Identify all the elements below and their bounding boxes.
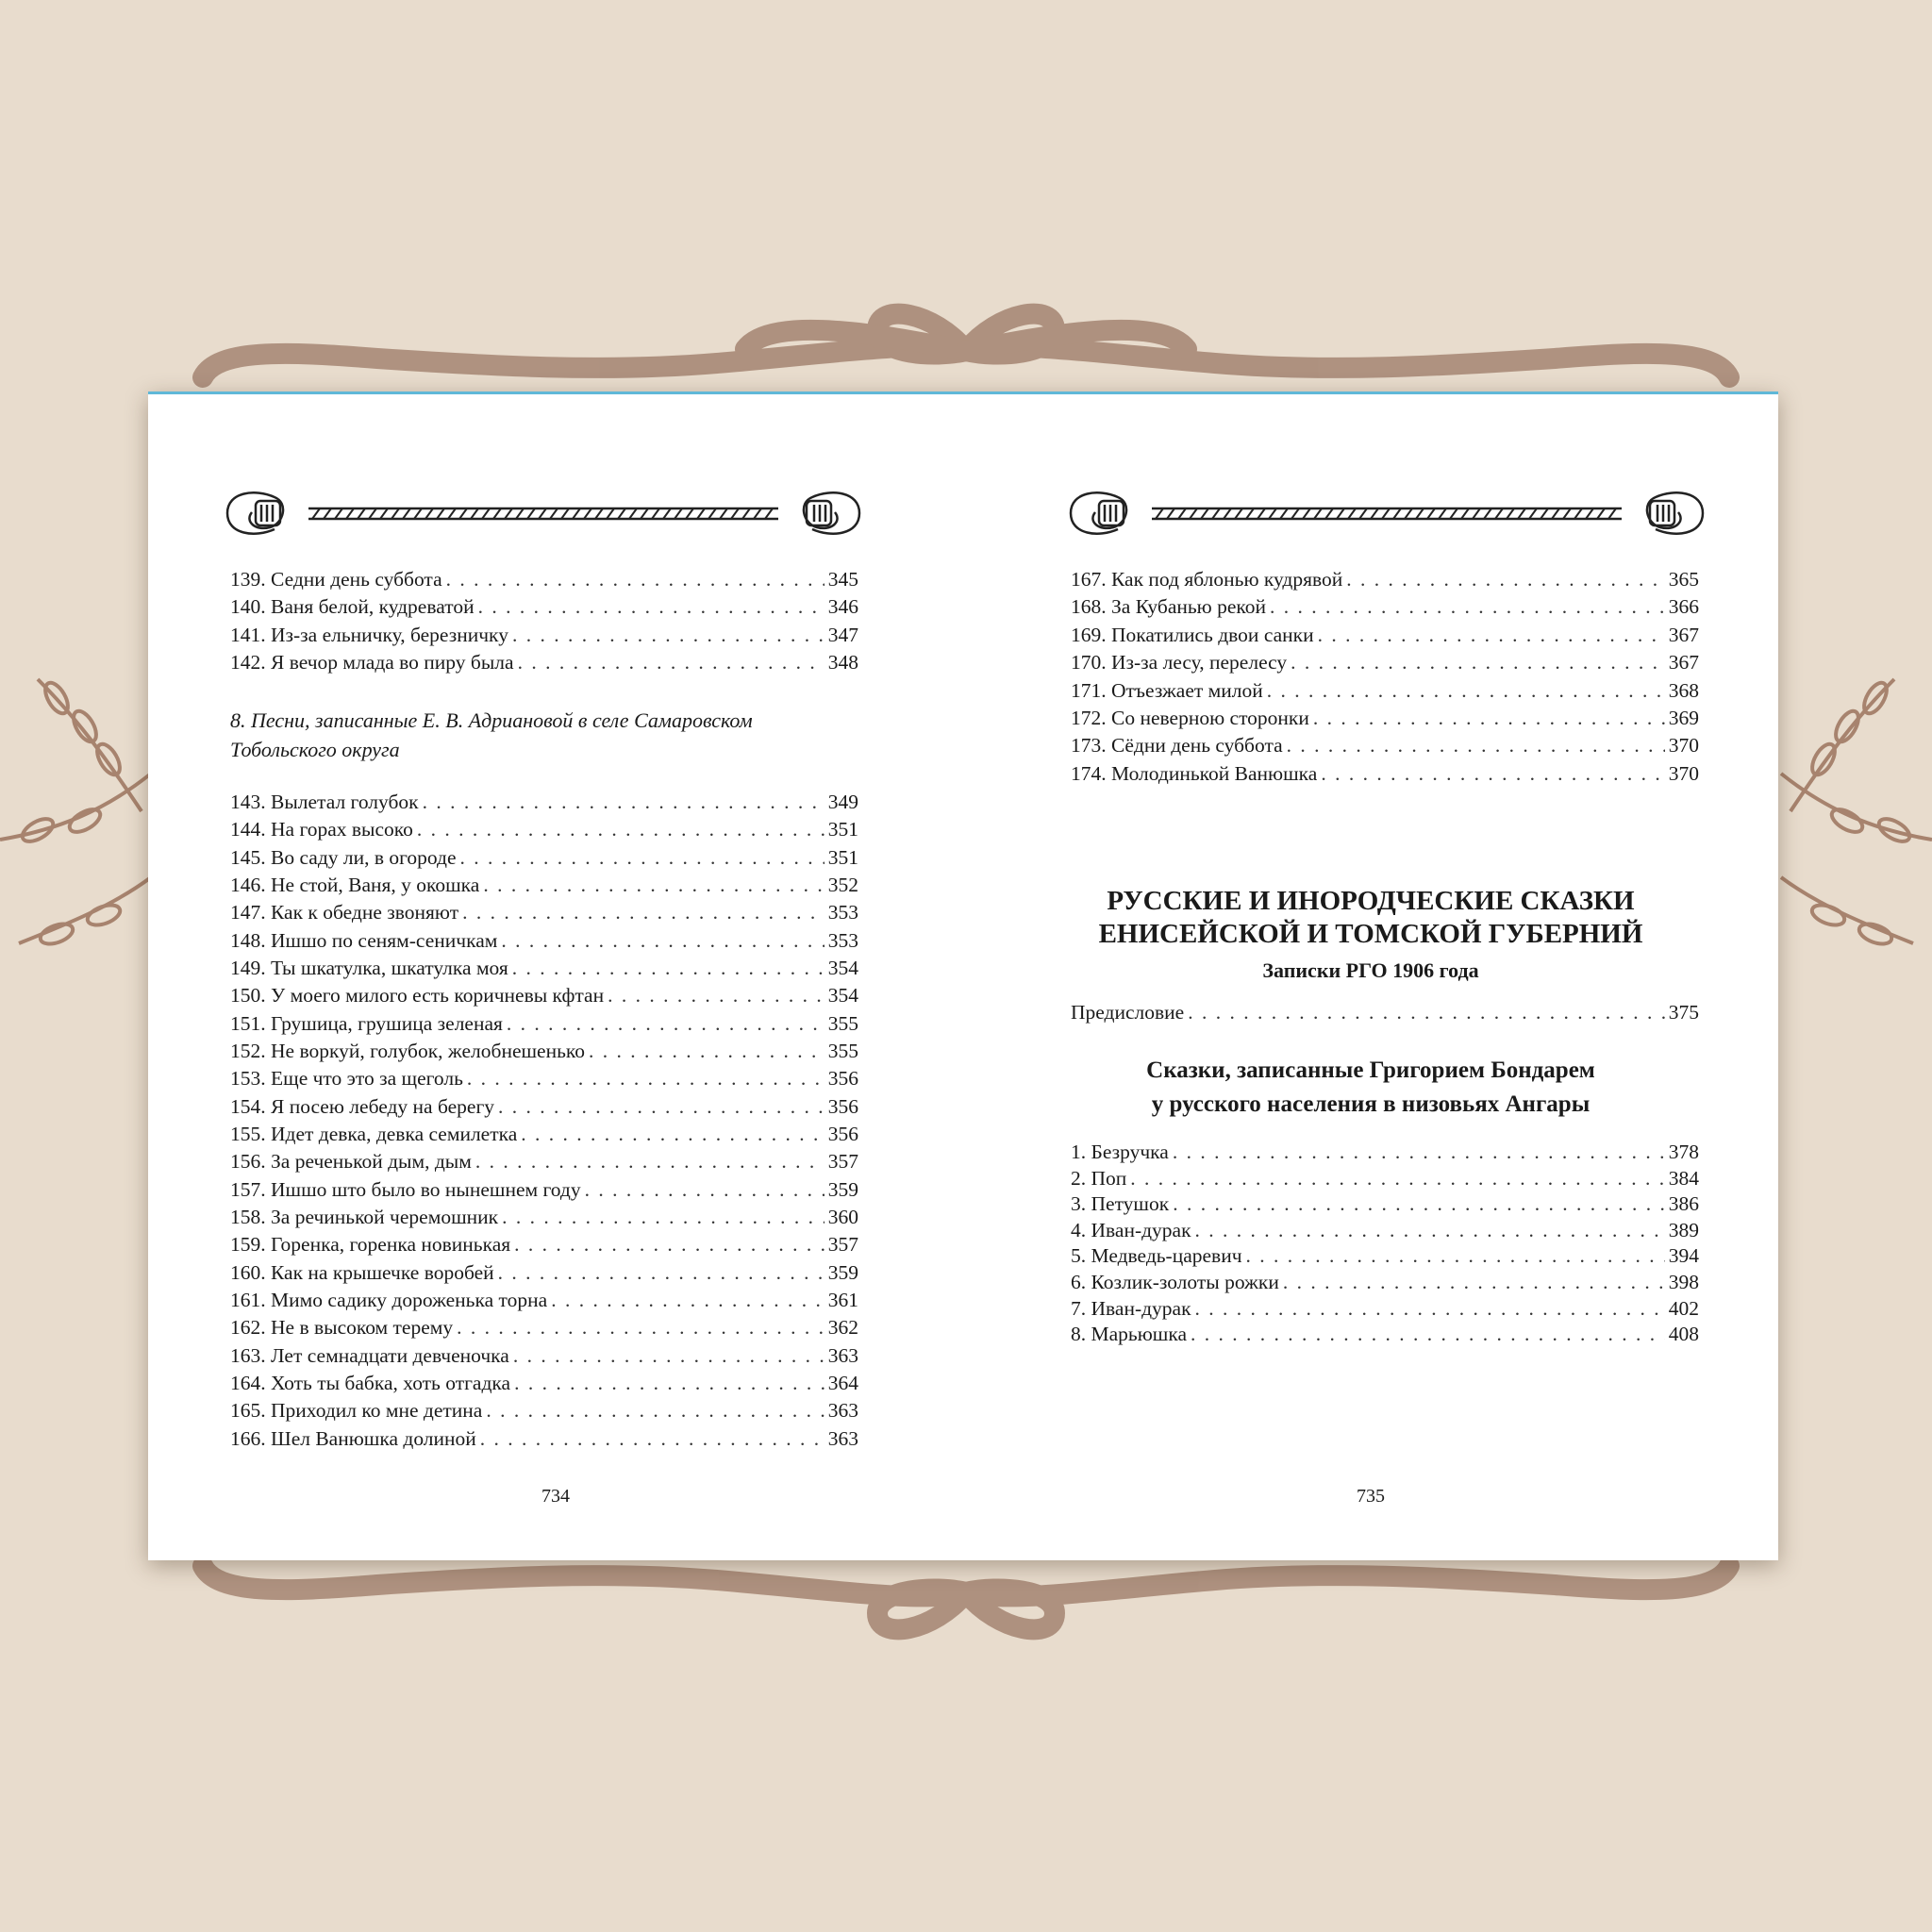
toc-entry-page: 351 (827, 845, 858, 869)
dot-leader (501, 927, 824, 955)
toc-entry[interactable] (230, 899, 858, 926)
toc-entry-page: 369 (1668, 707, 1699, 730)
willow-branch-right (1781, 679, 1932, 948)
toc-entry-title: 151. Грушица, грушица зеленая (230, 1011, 503, 1035)
dot-leader (480, 1425, 824, 1453)
book-spread (148, 391, 1778, 1560)
toc-entry[interactable] (1071, 1166, 1699, 1192)
toc-entry-title: 1. Безручка (1071, 1141, 1169, 1163)
dot-leader (589, 1038, 824, 1065)
dot-leader (507, 1010, 824, 1038)
toc-entry-page: 345 (827, 568, 858, 591)
rope-ornament-header (1061, 484, 1712, 542)
toc-entry-page: 347 (827, 623, 858, 646)
toc-entry[interactable] (230, 1065, 858, 1092)
dot-leader (1270, 593, 1665, 621)
toc-entry[interactable] (230, 1397, 858, 1424)
toc-entry-page: 352 (827, 873, 858, 896)
dot-leader (1283, 1270, 1665, 1296)
part-title-line-2: ЕНИСЕЙСКОЙ И ТОМСКОЙ ГУБЕРНИЙ (1098, 919, 1643, 949)
dot-leader (467, 1065, 824, 1092)
left-page (148, 394, 963, 1560)
toc-entry[interactable] (1071, 1191, 1699, 1218)
toc-entry[interactable] (230, 1425, 858, 1453)
subsection-title-line-1: Сказки, записанные Григорием Бондарем (1146, 1058, 1595, 1083)
toc-entry[interactable] (230, 1342, 858, 1370)
dot-leader (483, 872, 824, 899)
dot-leader (1173, 1191, 1665, 1218)
toc-entry-page: 356 (827, 1094, 858, 1118)
toc-entry-page: 362 (827, 1316, 858, 1340)
dot-leader (514, 1370, 824, 1397)
toc-entry-page: 363 (827, 1426, 858, 1450)
toc-entry-page: 375 (1668, 1001, 1699, 1024)
dot-leader (1313, 705, 1665, 732)
toc-entry-title: 140. Ваня белой, кудреватой (230, 595, 475, 619)
toc-entry[interactable] (1071, 622, 1699, 649)
toc-entry-title: 149. Ты шкатулка, шкатулка моя (230, 956, 508, 979)
dot-leader (486, 1397, 824, 1424)
toc-entry-title: 144. На горах высоко (230, 818, 413, 841)
toc-entry-page: 359 (827, 1260, 858, 1284)
toc-entry-page: 394 (1668, 1244, 1699, 1268)
toc-entry-title: 163. Лет семнадцати девченочка (230, 1343, 509, 1367)
toc-entry[interactable] (1071, 760, 1699, 788)
dot-leader (1246, 1243, 1665, 1270)
toc-entry-preface[interactable] (1071, 998, 1699, 1026)
toc-entry-page: 389 (1668, 1218, 1699, 1241)
toc-entry-title: 8. Марьюшка (1071, 1323, 1187, 1346)
toc-entry-title: 141. Из-за ельничку, березничку (230, 623, 508, 646)
toc-entry[interactable] (1071, 566, 1699, 593)
dot-leader (1195, 1296, 1665, 1323)
toc-entry[interactable] (230, 872, 858, 899)
dot-leader (1291, 649, 1665, 676)
toc-entry-page: 367 (1668, 623, 1699, 646)
ribbon-top-ornament (203, 314, 1729, 377)
dot-leader (1321, 760, 1664, 788)
toc-entry-title: 4. Иван-дурак (1071, 1218, 1191, 1241)
toc-entry-page: 364 (827, 1371, 858, 1394)
dot-leader (585, 1176, 824, 1204)
dot-leader (502, 1204, 824, 1231)
toc-entry-page: 386 (1668, 1192, 1699, 1216)
toc-entry-title: 139. Седни день суббота (230, 568, 442, 591)
dot-leader (1191, 1322, 1665, 1348)
dot-leader (446, 566, 824, 593)
toc-entry-title: 161. Мимо садику дороженька торна (230, 1288, 548, 1311)
toc-entry[interactable] (230, 593, 858, 621)
toc-entry[interactable] (230, 1314, 858, 1341)
toc-entry[interactable] (1071, 705, 1699, 732)
toc-entry-title: 170. Из-за лесу, перелесу (1071, 651, 1288, 675)
toc-entry-title: 166. Шел Ванюшка долиной (230, 1426, 476, 1450)
dot-leader (551, 1287, 824, 1314)
part-subtitle: Записки РГО 1906 года (1262, 958, 1479, 982)
toc-entry[interactable] (230, 1093, 858, 1121)
toc-entry-page: 355 (827, 1011, 858, 1035)
dot-leader (512, 622, 824, 649)
toc-entry-page: 355 (827, 1039, 858, 1062)
toc-entry[interactable] (1071, 1243, 1699, 1270)
toc-entry-title: 152. Не воркуй, голубок, желобнешенько (230, 1039, 586, 1062)
toc-entry[interactable] (230, 1287, 858, 1314)
page-number: 735 (1357, 1486, 1385, 1507)
toc-entry-page: 361 (827, 1288, 858, 1311)
dot-leader (521, 1121, 824, 1148)
toc-entry-page: 398 (1668, 1270, 1699, 1293)
toc-entry-page: 353 (827, 901, 858, 924)
rope-ornament-header (218, 484, 869, 542)
toc-entry-page: 349 (827, 791, 858, 813)
dot-leader (518, 649, 824, 676)
dot-leader (498, 1093, 824, 1121)
toc-entry[interactable] (230, 1176, 858, 1204)
toc-entry-title: 172. Со неверною сторонки (1071, 707, 1309, 730)
dot-leader (1195, 1218, 1665, 1244)
subsection-title-line-2: у русского населения в низовьях Ангары (1151, 1091, 1591, 1117)
toc-entry-page: 356 (827, 1122, 858, 1145)
toc-entry-title: 142. Я вечор млада во пиру была (230, 651, 514, 675)
toc-entry-page: 370 (1668, 761, 1699, 785)
dot-leader (498, 1259, 824, 1287)
dot-leader (1188, 998, 1665, 1026)
toc-entry[interactable] (230, 927, 858, 955)
toc-entry-title: 6. Козлик-золоты рожки (1071, 1270, 1279, 1293)
toc-entry[interactable] (1071, 1270, 1699, 1296)
dot-leader (1130, 1166, 1664, 1192)
section-heading: 8. Песни, записанные Е. В. Адриановой в селе Самаровском Тобольского округа (230, 708, 753, 761)
toc-entry-title: 2. Поп (1071, 1166, 1127, 1190)
toc-entry[interactable] (230, 1259, 858, 1287)
toc-entry[interactable] (1071, 593, 1699, 621)
dot-leader (513, 1342, 824, 1370)
toc-entry-page: 346 (827, 595, 858, 619)
toc-entry[interactable] (1071, 677, 1699, 705)
toc-entry[interactable] (1071, 1218, 1699, 1244)
toc-entry[interactable] (230, 622, 858, 649)
toc-entry-page: 359 (827, 1177, 858, 1201)
toc-entry-title: 162. Не в высоком терему (230, 1316, 454, 1340)
toc-entry-title: 173. Сёдни день суббота (1071, 734, 1283, 758)
dot-leader (462, 899, 824, 926)
toc-entry-title: 159. Горенка, горенка новинькая (230, 1233, 511, 1257)
toc-entry-page: 357 (827, 1150, 858, 1174)
dot-leader (1318, 622, 1665, 649)
toc-entry-title: 3. Петушок (1071, 1192, 1170, 1216)
toc-entry-page: 378 (1668, 1141, 1699, 1163)
dot-leader (460, 844, 824, 872)
toc-entry-title: 148. Ишшо по сеням-сеничкам (230, 928, 498, 952)
dot-leader (1267, 677, 1665, 705)
dot-leader (608, 982, 824, 1009)
toc-entry-title: Предисловие (1071, 1001, 1185, 1024)
toc-entry[interactable] (230, 982, 858, 1009)
dot-leader (514, 1231, 824, 1258)
toc-entry-title: 165. Приходил ко мне детина (230, 1399, 483, 1423)
toc-entry-page: 370 (1668, 734, 1699, 758)
toc-entry[interactable] (230, 649, 858, 676)
toc-entry-title: 156. За реченькой дым, дым (230, 1150, 472, 1174)
toc-entry-title: 158. За речинькой черемошник (230, 1205, 499, 1228)
toc-entry-title: 7. Иван-дурак (1071, 1296, 1191, 1320)
toc-entry-page: 368 (1668, 678, 1699, 702)
toc-entry[interactable] (1071, 732, 1699, 759)
toc-entry[interactable] (230, 955, 858, 982)
toc-entry[interactable] (230, 1038, 858, 1065)
toc-entry[interactable] (230, 1121, 858, 1148)
toc-entry-title: 146. Не стой, Ваня, у окошка (230, 873, 480, 896)
toc-list-tales (1071, 1140, 1699, 1348)
toc-entry-title: 164. Хоть ты бабка, хоть отгадка (230, 1371, 511, 1394)
toc-entry-page: 402 (1668, 1296, 1699, 1320)
dot-leader (1173, 1140, 1665, 1166)
toc-entry-title: 153. Еще что это за щеголь (230, 1067, 463, 1091)
toc-entry-page: 365 (1668, 568, 1699, 591)
toc-entry[interactable] (230, 566, 858, 593)
toc-entry[interactable] (230, 789, 858, 816)
toc-entry[interactable] (230, 1370, 858, 1397)
toc-entry-title: 147. Как к обедне звоняют (230, 901, 459, 924)
toc-entry[interactable] (230, 844, 858, 872)
toc-entry[interactable] (1071, 1296, 1699, 1323)
toc-entry-page: 408 (1668, 1323, 1699, 1346)
toc-preface (1071, 998, 1699, 1026)
toc-entry[interactable] (230, 1010, 858, 1038)
dot-leader (417, 816, 824, 843)
ribbon-bottom-ornament (203, 1566, 1729, 1629)
toc-entry[interactable] (230, 1204, 858, 1231)
dot-leader (512, 955, 824, 982)
toc-entry-page: 348 (827, 651, 858, 675)
toc-entry[interactable] (230, 1231, 858, 1258)
toc-entry-page: 357 (827, 1233, 858, 1257)
toc-entry-page: 354 (827, 956, 858, 979)
page-number: 734 (541, 1486, 570, 1507)
toc-entry[interactable] (1071, 1322, 1699, 1348)
dot-leader (1287, 732, 1665, 759)
toc-entry-title: 167. Как под яблонью кудрявой (1071, 568, 1343, 591)
toc-entry-page: 384 (1668, 1166, 1699, 1190)
toc-entry[interactable] (230, 1148, 858, 1175)
toc-entry-page: 363 (827, 1343, 858, 1367)
toc-entry-title: 155. Идет девка, девка семилетка (230, 1122, 518, 1145)
toc-entry-page: 356 (827, 1067, 858, 1091)
dot-leader (1346, 566, 1664, 593)
part-title-line-1: РУССКИЕ И ИНОРОДЧЕСКИЕ СКАЗКИ (1107, 886, 1635, 916)
toc-entry-title: 169. Покатились двои санки (1071, 623, 1314, 646)
toc-entry-title: 5. Медведь-царевич (1071, 1244, 1242, 1268)
toc-entry[interactable] (1071, 1140, 1699, 1166)
toc-entry-page: 351 (827, 818, 858, 841)
toc-list-top-right (1071, 566, 1699, 788)
toc-list-main-left (230, 789, 858, 1453)
toc-entry-title: 160. Как на крышечке воробей (230, 1260, 494, 1284)
toc-list-top-left (230, 566, 858, 677)
toc-entry-page: 354 (827, 984, 858, 1008)
toc-entry-page: 353 (827, 928, 858, 952)
right-page (963, 394, 1778, 1560)
toc-entry-title: 150. У моего милого есть коричневы кфтан (230, 984, 605, 1008)
toc-entry-title: 145. Во саду ли, в огороде (230, 845, 457, 869)
dot-leader (457, 1314, 824, 1341)
toc-entry-title: 171. Отъезжает милой (1071, 678, 1263, 702)
toc-entry-page: 363 (827, 1399, 858, 1423)
willow-branch-left (0, 679, 151, 948)
toc-entry[interactable] (1071, 649, 1699, 676)
dot-leader (423, 789, 824, 816)
toc-entry-title: 157. Ишшо што было во нынешнем году (230, 1177, 581, 1201)
toc-entry-title: 143. Вылетал голубок (230, 791, 419, 813)
dot-leader (478, 593, 824, 621)
dot-leader (475, 1148, 824, 1175)
toc-entry-page: 360 (827, 1205, 858, 1228)
toc-entry-title: 154. Я посею лебеду на берегу (230, 1094, 495, 1118)
toc-entry[interactable] (230, 816, 858, 843)
toc-entry-title: 174. Молодинькой Ванюшка (1071, 761, 1318, 785)
toc-entry-title: 168. За Кубанью рекой (1071, 595, 1267, 619)
toc-entry-page: 367 (1668, 651, 1699, 675)
toc-entry-page: 366 (1668, 595, 1699, 619)
